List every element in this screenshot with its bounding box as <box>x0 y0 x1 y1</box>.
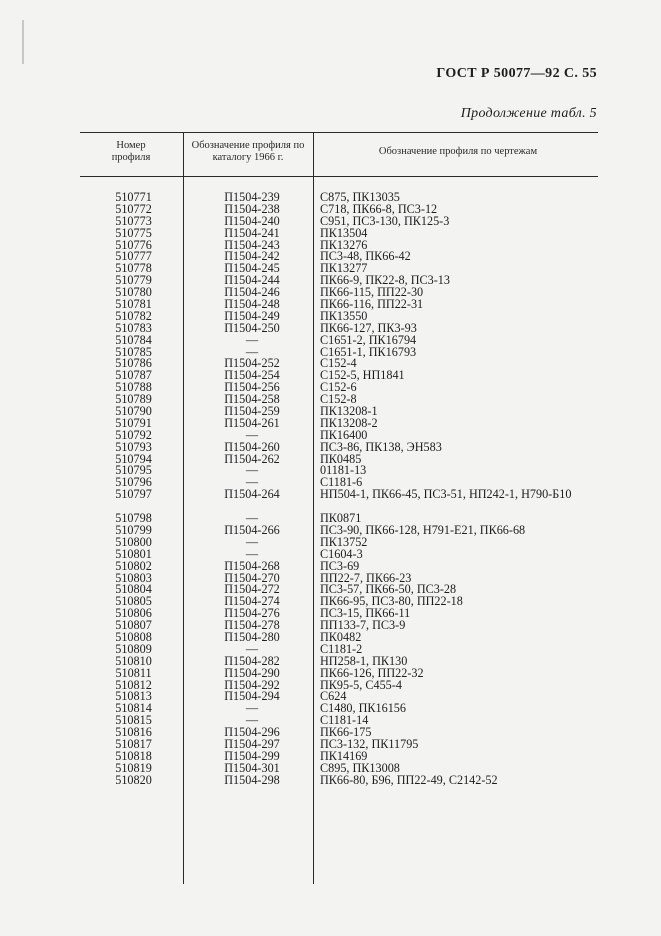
drawing-designation: НП504-1, ПК66-45, ПС3-51, НП242-1, Н790-Б10 <box>320 487 572 502</box>
profile-number: 510791 <box>115 415 152 430</box>
column-header-catalog: Обозначение профиля по каталогу 1966 г. <box>191 140 305 163</box>
drawing-designation: ПС3-48, ПК66-42 <box>320 249 411 264</box>
catalog-designation: — <box>245 546 259 561</box>
catalog-designation: П1504-276 <box>224 606 280 621</box>
drawing-designation: С1651-2, ПК16794 <box>320 332 417 347</box>
drawing-designation: С1480, ПК16156 <box>320 701 406 716</box>
profile-number: 510818 <box>115 748 152 763</box>
profile-number: 510802 <box>115 558 152 573</box>
catalog-designation: П1504-248 <box>224 297 280 312</box>
profile-number: 510776 <box>115 237 152 252</box>
drawing-designation: С1181-14 <box>320 713 369 728</box>
catalog-designation: П1504-239 <box>224 190 280 204</box>
table-body <box>72 192 612 787</box>
drawing-designation: ПК13208-1 <box>320 404 378 419</box>
table-row <box>72 489 612 513</box>
profile-number: 510819 <box>115 760 152 775</box>
catalog-designation: П1504-274 <box>224 594 280 609</box>
drawing-designation: ПК66-9, ПК22-8, ПС3-13 <box>320 273 450 288</box>
profile-number: 510777 <box>115 249 152 264</box>
profile-number: 510775 <box>115 225 152 240</box>
catalog-designation: — <box>245 534 259 549</box>
drawing-designation: С875, ПК13035 <box>320 190 400 204</box>
catalog-designation: П1504-264 <box>224 487 280 502</box>
drawing-designation: ПК13504 <box>320 225 368 240</box>
catalog-designation: П1504-301 <box>224 760 280 775</box>
drawing-designation: ПК16400 <box>320 427 368 442</box>
scan-edge-mark <box>22 20 24 64</box>
catalog-designation: П1504-297 <box>224 736 280 751</box>
catalog-designation: П1504-266 <box>224 522 280 537</box>
profile-number: 510790 <box>115 404 152 419</box>
profile-number: 510773 <box>115 213 152 228</box>
drawing-designation: ПК66-95, ПС3-80, ПП22-18 <box>320 594 463 609</box>
catalog-designation: П1504-296 <box>224 725 280 740</box>
catalog-designation: П1504-238 <box>224 201 280 216</box>
drawing-designation: ПП133-7, ПС3-9 <box>320 618 406 633</box>
profile-number: 510812 <box>115 677 152 692</box>
profile-number: 510794 <box>115 451 152 466</box>
table-top-rule <box>80 132 598 133</box>
profile-number: 510796 <box>115 475 152 490</box>
profile-number: 510801 <box>115 546 152 561</box>
column-header-drawings: Обозначение профиля по чертежам <box>378 146 538 157</box>
drawing-designation: ПК13277 <box>320 261 368 276</box>
page-header: ГОСТ Р 50077—92 С. 55 <box>436 66 597 81</box>
catalog-designation: П1504-298 <box>224 772 280 787</box>
catalog-designation: П1504-294 <box>224 689 280 704</box>
drawing-designation: С624 <box>320 689 347 704</box>
drawing-designation: С1181-2 <box>320 641 363 656</box>
catalog-designation: П1504-259 <box>224 404 280 419</box>
catalog-designation: П1504-292 <box>224 677 280 692</box>
drawing-designation: С152-4 <box>320 356 357 371</box>
profile-number: 510800 <box>115 534 152 549</box>
profile-number: 510811 <box>115 665 152 680</box>
drawing-designation: ПК0485 <box>320 451 362 466</box>
profile-number: 510783 <box>115 320 152 335</box>
profile-number: 510793 <box>115 439 152 454</box>
drawing-designation: С1651-1, ПК16793 <box>320 344 417 359</box>
drawing-designation: ПС3-132, ПК11795 <box>320 736 419 751</box>
profile-number: 510805 <box>115 594 152 609</box>
profile-number: 510797 <box>115 487 152 502</box>
catalog-designation: П1504-282 <box>224 653 280 668</box>
drawing-designation: ПС3-69 <box>320 558 360 573</box>
drawing-designation: ПК66-175 <box>320 725 372 740</box>
profile-number: 510786 <box>115 356 152 371</box>
drawing-designation: С152-5, НП1841 <box>320 368 405 383</box>
drawing-designation: С951, ПС3-130, ПК125-3 <box>320 213 450 228</box>
drawing-designation: ПС3-57, ПК66-50, ПС3-28 <box>320 582 457 597</box>
profile-number: 510803 <box>115 570 152 585</box>
catalog-designation: П1504-280 <box>224 629 280 644</box>
profile-number: 510781 <box>115 297 152 312</box>
drawing-designation: ПК13550 <box>320 308 368 323</box>
drawing-designation: 01181-13 <box>320 463 367 478</box>
profile-number: 510804 <box>115 582 152 597</box>
table-row <box>72 772 612 787</box>
drawing-designation: ПК95-5, С455-4 <box>320 677 402 692</box>
catalog-designation: П1504-261 <box>224 415 280 430</box>
catalog-designation: П1504-278 <box>224 618 280 633</box>
catalog-designation: П1504-241 <box>224 225 280 240</box>
catalog-designation: П1504-245 <box>224 261 280 276</box>
drawing-designation: ПК13752 <box>320 534 368 549</box>
catalog-designation: П1504-270 <box>224 570 280 585</box>
profile-number: 510809 <box>115 641 152 656</box>
table-continuation-label: Продолжение табл. 5 <box>460 106 597 121</box>
drawing-designation: С152-6 <box>320 380 357 395</box>
profile-number: 510807 <box>115 618 152 633</box>
catalog-designation: П1504-268 <box>224 558 280 573</box>
catalog-designation: — <box>245 511 259 526</box>
profile-number: 510784 <box>115 332 152 347</box>
profile-number: 510798 <box>115 511 152 526</box>
profile-number: 510815 <box>115 713 152 728</box>
catalog-designation: — <box>245 344 259 359</box>
drawing-designation: НП258-1, ПК130 <box>320 653 408 668</box>
catalog-designation: — <box>245 427 259 442</box>
drawing-designation: ПС3-15, ПК66-11 <box>320 606 411 621</box>
profile-number: 510820 <box>115 772 152 787</box>
column-header-number: Номер профиля <box>111 140 151 163</box>
drawing-designation: ПК0482 <box>320 629 362 644</box>
profile-number: 510771 <box>115 190 152 204</box>
catalog-designation: — <box>245 475 259 490</box>
profile-number: 510813 <box>115 689 152 704</box>
profile-number: 510789 <box>115 392 152 407</box>
catalog-designation: П1504-243 <box>224 237 280 252</box>
catalog-designation: — <box>245 332 259 347</box>
drawing-designation: ПК0871 <box>320 511 362 526</box>
profile-number: 510795 <box>115 463 152 478</box>
profile-number: 510817 <box>115 736 152 751</box>
profile-number: 510787 <box>115 368 152 383</box>
profile-number: 510816 <box>115 725 152 740</box>
drawing-designation: С895, ПК13008 <box>320 760 400 775</box>
profile-number: 510810 <box>115 653 152 668</box>
drawing-designation: ПК13276 <box>320 237 368 252</box>
catalog-designation: П1504-246 <box>224 285 280 300</box>
drawing-designation: ПК13208-2 <box>320 415 378 430</box>
drawing-designation: ПК14169 <box>320 748 368 763</box>
catalog-designation: П1504-249 <box>224 308 280 323</box>
drawing-designation: ПК66-116, ПП22-31 <box>320 297 424 312</box>
drawing-designation: ПС3-86, ПК138, ЭН583 <box>320 439 442 454</box>
drawing-designation: С1604-3 <box>320 546 363 561</box>
catalog-designation: П1504-252 <box>224 356 280 371</box>
profile-number: 510808 <box>115 629 152 644</box>
catalog-designation: П1504-250 <box>224 320 280 335</box>
drawing-designation: ПК66-115, ПП22-30 <box>320 285 424 300</box>
table-header-rule <box>80 176 598 177</box>
catalog-designation: — <box>245 701 259 716</box>
catalog-designation: П1504-258 <box>224 392 280 407</box>
profile-number: 510772 <box>115 201 152 216</box>
profile-number: 510782 <box>115 308 152 323</box>
profile-number: 510778 <box>115 261 152 276</box>
profile-number: 510779 <box>115 273 152 288</box>
profile-number: 510788 <box>115 380 152 395</box>
catalog-designation: П1504-299 <box>224 748 280 763</box>
drawing-designation: ПП22-7, ПК66-23 <box>320 570 412 585</box>
drawing-designation: ПК66-127, ПК3-93 <box>320 320 417 335</box>
drawing-designation: ПК66-80, Б96, ПП22-49, С2142-52 <box>320 772 498 787</box>
catalog-designation: П1504-260 <box>224 439 280 454</box>
catalog-designation: П1504-262 <box>224 451 280 466</box>
catalog-designation: П1504-254 <box>224 368 280 383</box>
catalog-designation: П1504-272 <box>224 582 280 597</box>
profile-number: 510799 <box>115 522 152 537</box>
catalog-designation: П1504-242 <box>224 249 280 264</box>
catalog-designation: П1504-244 <box>224 273 280 288</box>
catalog-designation: — <box>245 713 259 728</box>
catalog-designation: П1504-290 <box>224 665 280 680</box>
drawing-designation: С1181-6 <box>320 475 363 490</box>
drawing-designation: С152-8 <box>320 392 357 407</box>
catalog-designation: — <box>245 641 259 656</box>
drawing-designation: С718, ПК66-8, ПС3-12 <box>320 201 438 216</box>
catalog-designation: — <box>245 463 259 478</box>
profile-number: 510814 <box>115 701 152 716</box>
profile-number: 510780 <box>115 285 152 300</box>
profile-number: 510806 <box>115 606 152 621</box>
profile-number: 510792 <box>115 427 152 442</box>
drawing-designation: ПК66-126, ПП22-32 <box>320 665 424 680</box>
catalog-designation: П1504-240 <box>224 213 280 228</box>
catalog-designation: П1504-256 <box>224 380 280 395</box>
profile-number: 510785 <box>115 344 152 359</box>
drawing-designation: ПС3-90, ПК66-128, Н791-Е21, ПК66-68 <box>320 522 526 537</box>
